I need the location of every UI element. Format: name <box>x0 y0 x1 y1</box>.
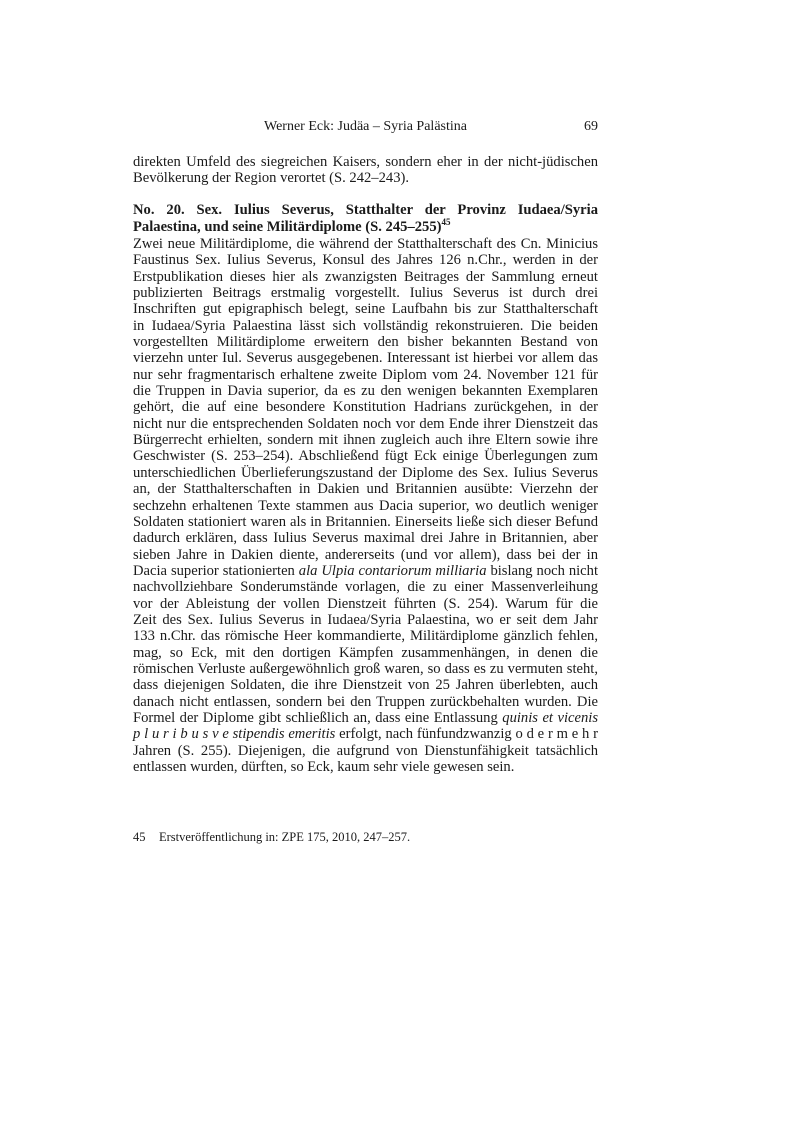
text-segment: nur sehr fragmentarisch erhaltene zweite Diplom vom 24. November 121 für <box>133 366 598 383</box>
footnote <box>133 830 410 845</box>
text-line <box>133 416 598 432</box>
text-line <box>133 694 598 710</box>
text-line <box>133 350 598 366</box>
text-line <box>133 448 598 464</box>
text-segment: Bürgerrecht erhielten, sondern mit ihnen zugleich auch ihre Eltern sowie ihre <box>133 432 598 449</box>
page-number: 69 <box>584 119 598 134</box>
text-segment: Zwei neue Militärdiplome, die während der Statthalterschaft des Cn. Minicius <box>133 236 598 252</box>
text-segment: direkten Umfeld des siegreichen Kaisers, sondern eher in der nicht-jüdischen <box>133 154 598 170</box>
text-segment: bislang noch nicht <box>486 562 599 579</box>
text-segment: nachvollziehbare Sonderumstände vorlagen, die zu einer Massenverleihung <box>133 579 598 596</box>
italic-text: quinis et vicenis <box>502 709 599 726</box>
text-segment: nicht nur die entsprechenden Soldaten noch vor dem Ende ihrer Dienstzeit das <box>133 415 598 432</box>
text-line <box>133 170 598 186</box>
text-segment: Zeit des Sex. Iulius Severus in Iudaea/Syria Palaestina, wo er seit dem Jahr <box>133 611 598 628</box>
text-segment: Soldaten stationiert waren als in Britannien. Einerseits ließe sich dieser Befund <box>133 513 598 530</box>
text-line <box>133 252 598 268</box>
text-segment: Faustinus Sex. Iulius Severus, Konsul des Jahres 126 n.Chr., werden in der <box>133 252 598 269</box>
text-line <box>133 710 598 726</box>
text-line <box>133 465 598 481</box>
footnote-number: 45 <box>133 830 146 844</box>
heading-line <box>133 219 598 236</box>
text-segment: Inschriften gut epigraphisch belegt, seine Laufbahn bis zur Statthalterschaft <box>133 301 598 318</box>
text-line <box>133 383 598 399</box>
text-line <box>133 628 598 644</box>
heading-text: Palaestina, und seine Militärdiplome (S. 245–255) <box>133 219 442 235</box>
running-title: Werner Eck: Judäa – Syria Palästina <box>264 119 467 134</box>
text-line <box>133 677 598 693</box>
text-segment: Dacia superior stationierten <box>133 562 299 579</box>
text-line <box>133 318 598 334</box>
text-line <box>133 236 598 252</box>
text-line <box>133 514 598 530</box>
intro-paragraph <box>133 154 598 187</box>
text-segment: die Truppen in Davia superior, da es zu den wenigen bekannten Exemplaren <box>133 383 598 400</box>
text-line <box>133 579 598 595</box>
text-line <box>133 530 598 546</box>
text-segment: Erstpublikation dieses hier als zwanzigsten Beitrages der Sammlung erneut <box>133 268 598 285</box>
text-segment: 133 n.Chr. das römische Heer kommandierte, Militärdiplome gänzlich fehlen, <box>133 628 598 645</box>
body-paragraph <box>133 236 598 775</box>
italic-text: ala Ulpia contariorum milliaria <box>298 562 487 579</box>
text-line <box>133 367 598 383</box>
text-segment: gehört, die auf eine besondere Konstitution Hadrians zurückgehen, in der <box>133 399 598 416</box>
text-line <box>133 269 598 285</box>
text-segment: publizierten Beitrags erstmalig vorgestellt. Iulius Severus ist durch drei <box>133 285 598 302</box>
text-line <box>133 432 598 448</box>
text-segment: danach nicht entlassen, sondern bei den Truppen zurückbehalten wurden. Die <box>133 693 598 710</box>
text-segment: unterschiedlichen Überlieferungszustand der Diplome des Sex. Iulius Severus <box>133 464 598 481</box>
text-segment: an, der Statthalterschaften in Dakien und Britannien ausübte: Vierzehn der <box>133 481 598 498</box>
text-line <box>133 481 598 497</box>
text-segment: mag, so Eck, mit den dortigen Kämpfen zusammenhängen, in denen die <box>133 644 598 661</box>
text-line <box>133 301 598 317</box>
text-line <box>133 399 598 415</box>
italic-text: p l u r i b u s v e stipendis emeritis <box>133 726 336 743</box>
text-segment: vor der Ableistung der vollen Dienstzeit führten (S. 254). Warum für die <box>133 595 598 612</box>
text-segment: Formel der Diplome gibt schließlich an, dass eine Entlassung <box>133 709 503 726</box>
text-segment: Jahren (S. 255). Diejenigen, die aufgrund von Dienstunfähigkeit tatsächlich <box>133 742 598 759</box>
text-segment: erfolgt, nach fünfundzwanzig o d e r m e h r <box>335 726 598 743</box>
text-line <box>133 661 598 677</box>
text-line <box>133 547 598 563</box>
text-line <box>133 334 598 350</box>
text-segment: dass diejenigen Soldaten, die ihre Dienstzeit von 25 Jahren überlebten, auch <box>133 677 598 694</box>
text-segment: entlassen wurden, dürften, so Eck, kaum sehr viele gewesen sein. <box>133 759 515 775</box>
text-line <box>133 759 598 775</box>
heading-line: No. 20. Sex. Iulius Severus, Statthalter der Provinz Iudaea/Syria <box>133 202 598 218</box>
text-line <box>133 285 598 301</box>
text-line <box>133 154 598 170</box>
text-segment: Bevölkerung der Region verortet (S. 242–243). <box>133 170 410 187</box>
text-segment: in Iudaea/Syria Palaestina lässt sich vollständig rekonstruieren. Die beiden <box>133 317 598 334</box>
text-line <box>133 498 598 514</box>
text-line <box>133 726 598 742</box>
text-line <box>133 612 598 628</box>
text-segment: dadurch erklären, dass Iulius Severus maximal drei Jahre in Britannien, aber <box>133 530 598 547</box>
text-segment: vierzehn unter Iul. Severus ausgegebenen. Interessant ist hierbei vor allem das <box>133 350 598 367</box>
text-segment: vorgestellten Militärdiplome erweitern den bisher bekannten Bestand von <box>133 334 598 351</box>
footnote-text: Erstveröffentlichung in: ZPE 175, 2010, 247–257. <box>159 830 411 844</box>
footnote-ref[interactable]: 45 <box>441 217 451 227</box>
text-segment: sieben Jahre in Dakien diente, andererseits (und vor allem), dass bei der in <box>133 546 598 563</box>
text-segment: Geschwister (S. 253–254). Abschließend fügt Eck einige Überlegungen zum <box>133 448 598 465</box>
section-heading <box>133 202 598 236</box>
text-segment: sechzehn erhaltenen Texte stammen aus Dacia superior, wo deutlich weniger <box>133 497 598 514</box>
text-line <box>133 596 598 612</box>
text-segment: römischen Verluste außergewöhnlich groß waren, so dass es zu vermuten steht, <box>133 660 598 677</box>
text-line <box>133 563 598 579</box>
text-line <box>133 743 598 759</box>
text-line <box>133 645 598 661</box>
